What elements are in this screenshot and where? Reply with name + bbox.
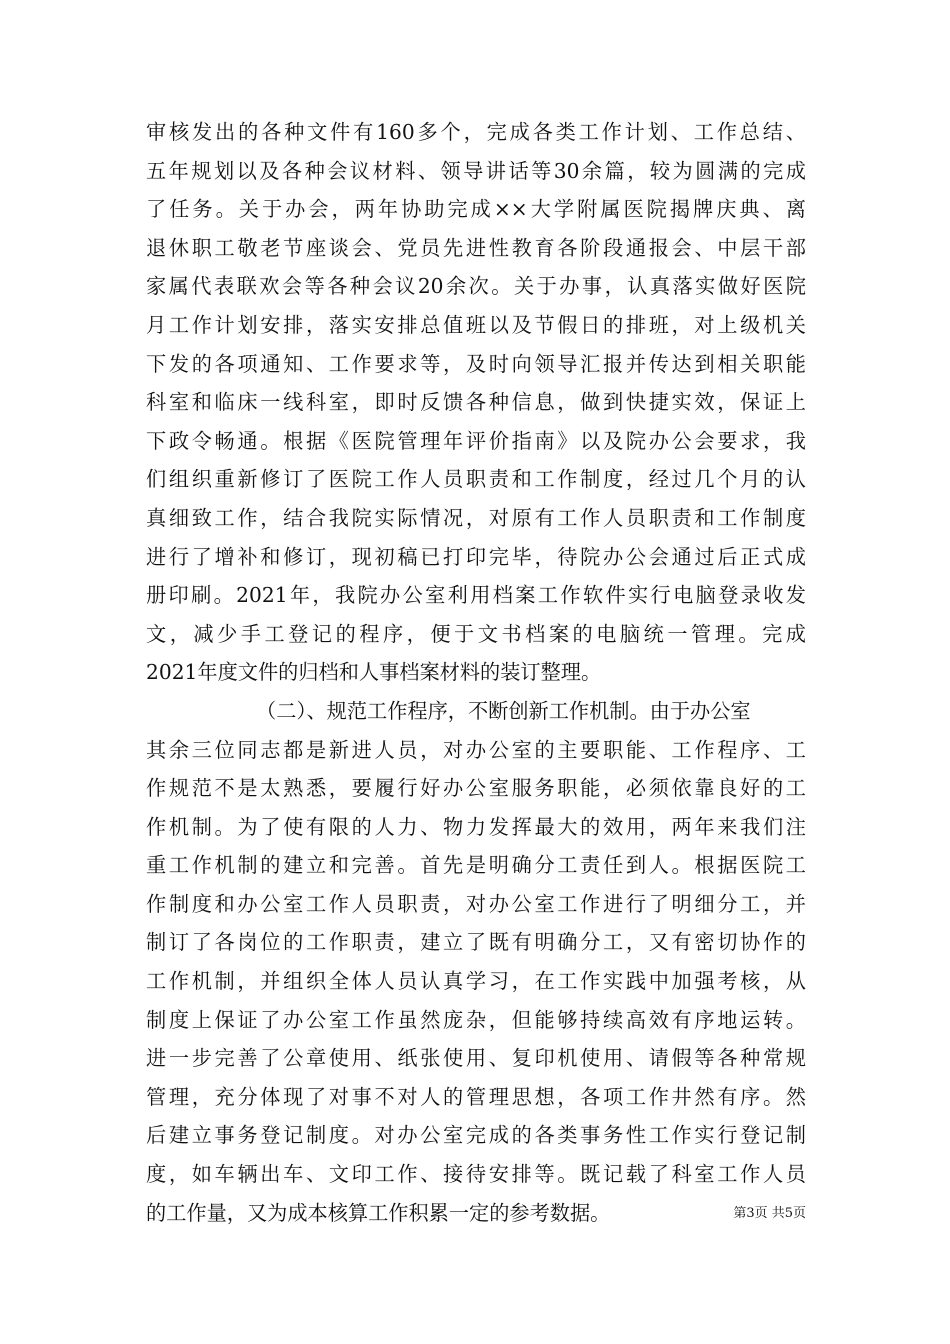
text-line: 制度上保证了办公室工作虽然庞杂，但能够持续高效有序地运转。 [146,1007,806,1032]
text-line: 其余三位同志都是新进人员，对办公室的主要职能、工作程序、工 [146,737,806,762]
text-line: 五年规划以及各种会议材料、领导讲话等30余篇，较为圆满的完成 [146,158,806,183]
text-line: 作规范不是太熟悉，要履行好办公室服务职能，必须依靠良好的工 [146,776,806,801]
text-line: 进一步完善了公章使用、纸张使用、复印机使用、请假等各种常规 [146,1046,806,1071]
text-line: 度，如车辆出车、文印工作、接待安排等。既记载了科室工作人员 [146,1162,806,1187]
section-heading-line: （二）、规范工作程序，不断创新工作机制。由于办公室 [256,698,751,723]
text-line: 制订了各岗位的工作职责，建立了既有明确分工，又有密切协作的 [146,930,806,955]
body-text [146,113,806,1232]
text-line: 退休职工敬老节座谈会、党员先进性教育各阶段通报会、中层干部 [146,235,806,260]
text-line: 作机制。为了使有限的人力、物力发挥最大的效用，两年来我们注 [146,814,806,839]
paragraph-last-line: 2021年度文件的归档和人事档案材料的装订整理。 [146,660,602,685]
text-line: 们组织重新修订了医院工作人员职责和工作制度，经过几个月的认 [146,467,806,492]
text-line: 作制度和办公室工作人员职责，对办公室工作进行了明细分工，并 [146,891,806,916]
text-line: 重工作机制的建立和完善。首先是明确分工责任到人。根据医院工 [146,853,806,878]
text-line: 了任务。关于办会，两年协助完成××大学附属医院揭牌庆典、离 [146,197,806,222]
text-line: 工作机制，并组织全体人员认真学习，在工作实践中加强考核，从 [146,969,806,994]
page-number: 第3页 共5页 [733,1206,806,1221]
text-line: 月工作计划安排，落实安排总值班以及节假日的排班，对上级机关 [146,312,806,337]
text-line: 下发的各项通知、工作要求等，及时向领导汇报并传达到相关职能 [146,351,806,376]
text-line: 后建立事务登记制度。对办公室完成的各类事务性工作实行登记制 [146,1123,806,1148]
paragraph-last-line: 的工作量，又为成本核算工作积累一定的参考数据。 [146,1200,611,1225]
text-line: 册印刷。2021年，我院办公室利用档案工作软件实行电脑登录收发 [146,583,806,608]
text-line: 科室和临床一线科室，即时反馈各种信息，做到快捷实效，保证上 [146,390,806,415]
text-line: 家属代表联欢会等各种会议20余次。关于办事，认真落实做好医院 [146,274,806,299]
text-line: 下政令畅通。根据《医院管理年评价指南》以及院办公会要求，我 [146,428,806,453]
text-line: 进行了增补和修订，现初稿已打印完毕，待院办公会通过后正式成 [146,544,806,569]
text-line: 管理，充分体现了对事不对人的管理思想，各项工作井然有序。然 [146,1084,806,1109]
text-line: 审核发出的各种文件有160多个，完成各类工作计划、工作总结、 [146,120,806,144]
text-line: 真细致工作，结合我院实际情况，对原有工作人员职责和工作制度 [146,505,806,530]
text-line: 文，减少手工登记的程序，便于文书档案的电脑统一管理。完成 [146,621,806,646]
